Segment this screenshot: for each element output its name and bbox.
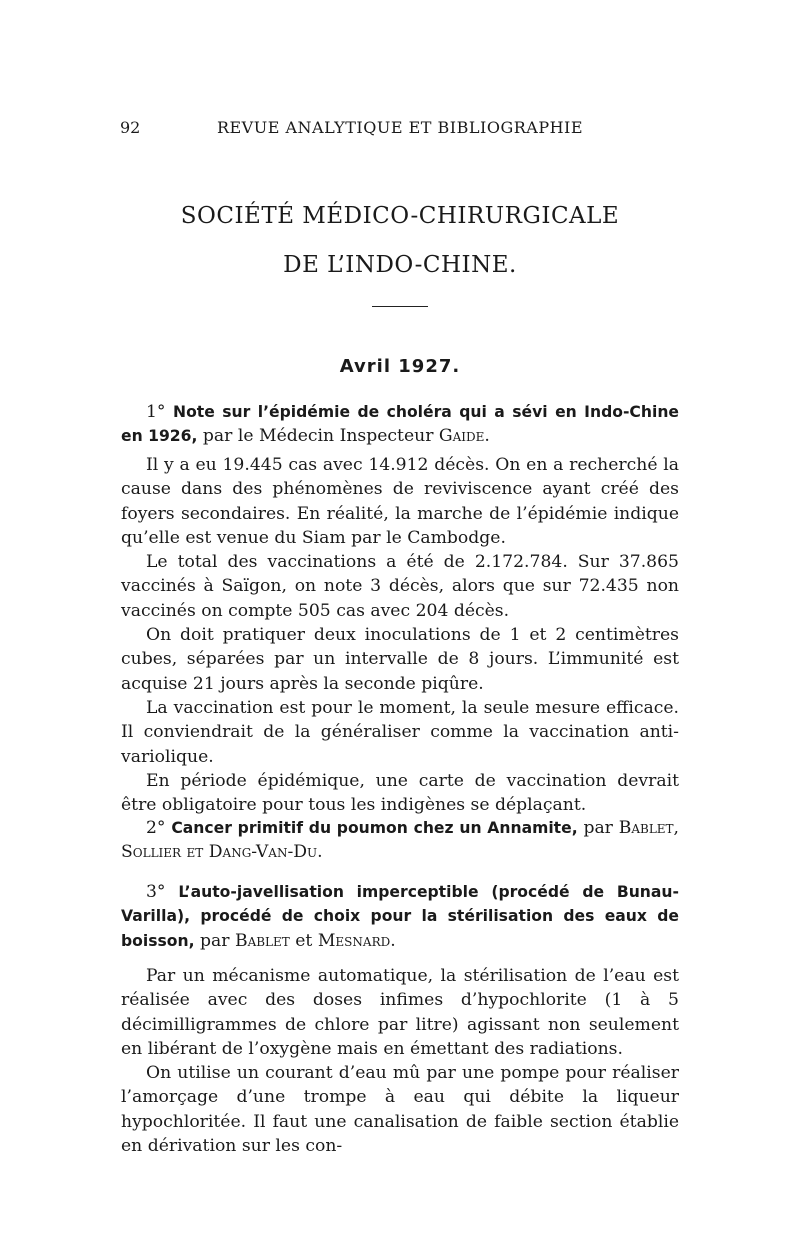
- section-1-body: [121, 453, 679, 817]
- section-1-number: 1°: [146, 402, 166, 422]
- paragraph: Il y a eu 19.445 cas avec 14.912 décès. On en a recherché la cause dans des phénomènes de reviviscence ayant créé des foyers secondaires. En réalité, la marche de l’épidémie indique qu’elle est venue du Siam par le Cambodge.: [121, 455, 679, 548]
- paragraph: On doit pratiquer deux inoculations de 1 et 2 centimètres cubes, séparées par un intervalle de 8 jours. L’immunité est acquise 21 jours après la seconde piqûre.: [121, 625, 679, 694]
- section-1-by: par le Médecin Inspecteur: [202, 426, 434, 447]
- section-3-author-1: Bablet: [234, 930, 290, 951]
- section-2-authors: Bablet, Sollier et Dang-Van-Du.: [121, 818, 680, 863]
- section-2-by: par: [583, 818, 613, 838]
- paragraph: En période épidémique, une carte de vaccination devrait être obligatoire pour tous les indigènes se déplaçant.: [121, 770, 679, 816]
- paragraph: On utilise un courant d’eau mû par une pompe pour réaliser l’amorçage d’une trompe à eau qui débite la liqueur hypochloritée. Il faut une canalisation de faible section établie en dérivation sur les con-: [121, 1063, 679, 1157]
- paragraph: Le total des vaccinations a été de 2.172.784. Sur 37.865 vaccinés à Saïgon, on note 3 décès, alors que sur 72.435 non vaccinés on compte 505 cas avec 204 décès.: [121, 552, 679, 621]
- section-3-title: L’auto-javellisation imperceptible (procédé de Bunau-Varilla), procédé de choix pour la stérilisation des eaux de boisson,: [121, 883, 680, 950]
- title-divider: [372, 306, 428, 307]
- section-3-and: et: [295, 930, 313, 951]
- page-number: 92: [120, 118, 141, 137]
- section-1-author: Gaide.: [438, 426, 490, 447]
- session-date: Avril 1927.: [339, 356, 461, 377]
- section-3-number: 3°: [146, 882, 166, 902]
- running-title: REVUE ANALYTIQUE ET BIBLIOGRAPHIE: [216, 118, 584, 137]
- section-3-author-2: Mesnard.: [317, 930, 396, 951]
- section-2-title: Cancer primitif du poumon chez un Annamite,: [171, 819, 578, 837]
- society-title: SOCIÉTÉ MÉDICO-CHIRURGICALE: [180, 203, 620, 229]
- section-3-by: par: [200, 930, 230, 951]
- section-1-title: Note sur l’épidémie de choléra qui a sévi en Indo-Chine en 1926,: [121, 403, 679, 446]
- paragraph: La vaccination est pour le moment, la seule mesure efficace. Il conviendrait de la généraliser comme la vaccination anti-variolique.: [121, 697, 679, 767]
- section-2-number: 2°: [146, 818, 166, 838]
- section-3-heading: [121, 880, 679, 953]
- section-3-body: [121, 964, 679, 1158]
- paragraph: Par un mécanisme automatique, la stérilisation de l’eau est réalisée avec des doses infimes d’hypochlorite (1 à 5 décimilligrammes de chlore par litre) agissant non seulement en libérant de l’oxygène mais en émettant des radiations.: [121, 966, 679, 1059]
- section-1-heading: [121, 400, 679, 449]
- section-2-heading: [121, 816, 679, 865]
- society-subtitle: DE L’INDO-CHINE.: [283, 252, 517, 278]
